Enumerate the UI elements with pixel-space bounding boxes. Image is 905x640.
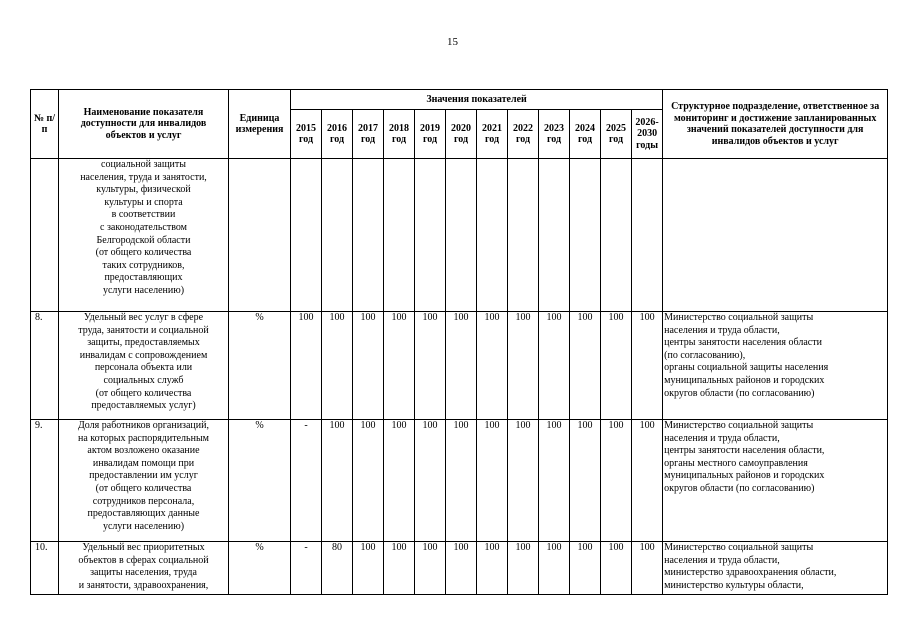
row-value-2023: 100 [539, 312, 570, 420]
indicator-name-line: таких сотрудников, [102, 259, 185, 271]
row-value-2018: 100 [384, 542, 415, 595]
indicator-name-line: культуры и спорта [104, 196, 183, 208]
row-value-2015: - [291, 420, 322, 542]
header-year-value: 2019 [420, 122, 440, 134]
table-body [31, 159, 888, 595]
indicator-name-line: с законодательством [100, 221, 187, 233]
responsible-line: министерство культуры области, [664, 579, 804, 591]
header-indicator: Наименование показателя доступности для инвалидов объектов и услуг [59, 90, 229, 159]
row-value-2019: 100 [415, 420, 446, 542]
responsible-line: центры занятости населения области, [664, 445, 825, 457]
row-value-2020 [446, 159, 477, 312]
indicator-name-line: (от общего количества [95, 247, 192, 259]
row-value-2020: 100 [446, 420, 477, 542]
row-value-2025: 100 [601, 420, 632, 542]
row-value-2026-2030: 100 [632, 312, 663, 420]
indicator-name-line: культуры, физической [96, 184, 191, 196]
row-value-2026-2030: 100 [632, 420, 663, 542]
responsible-line: Министерство социальной защиты [664, 312, 814, 323]
responsible-line: (по согласованию), [664, 349, 746, 361]
indicator-name-line: услуги населению) [102, 520, 185, 532]
row-value-2020: 100 [446, 542, 477, 595]
header-year-value: 2022 [513, 122, 533, 134]
row-value-2018: 100 [384, 312, 415, 420]
indicator-name-line: Белгородской области [96, 234, 191, 246]
header-year-value: 2023 [544, 122, 564, 134]
row-responsible [663, 312, 888, 420]
row-value-2017: 100 [353, 312, 384, 420]
row-value-2022: 100 [508, 420, 539, 542]
indicator-name-line: сотрудников персонала, [92, 495, 195, 507]
indicator-name-line: Удельный вес услуг в сфере [83, 312, 204, 323]
row-value-2017: 100 [353, 420, 384, 542]
row-value-2020: 100 [446, 312, 477, 420]
table-row [31, 312, 888, 420]
indicators-table [30, 89, 888, 595]
header-year-suffix: год [546, 134, 562, 145]
indicator-name-line: объектов в сферах социальной [78, 554, 209, 566]
header-year-suffix: год [391, 134, 407, 145]
row-unit: % [229, 420, 291, 542]
header-year [508, 110, 539, 159]
header-values-group: Значения показателей [291, 90, 663, 110]
row-unit [229, 159, 291, 312]
row-indicator-name [59, 542, 229, 595]
row-value-2016: 80 [322, 542, 353, 595]
table-row [31, 542, 888, 595]
row-value-2022: 100 [508, 542, 539, 595]
row-value-2024 [570, 159, 601, 312]
row-value-2024: 100 [570, 312, 601, 420]
row-value-2015 [291, 159, 322, 312]
indicator-name-line: предоставлении им услуг [89, 470, 198, 482]
responsible-line: органы местного самоуправления [664, 457, 808, 469]
row-value-2021: 100 [477, 420, 508, 542]
indicator-name-line: труда, занятости и социальной [78, 324, 209, 336]
indicator-name-line: населения, труда и занятости, [80, 171, 207, 183]
header-year [415, 110, 446, 159]
header-year-suffix: годы [636, 139, 658, 151]
header-year-value: 2015 [296, 122, 316, 134]
header-year-suffix: год [422, 134, 438, 145]
responsible-line: министерство здравоохранения области, [664, 567, 837, 579]
row-value-2023: 100 [539, 420, 570, 542]
responsible-line: округов области (по согласованию) [664, 482, 815, 494]
indicator-name-line: инвалидам помощи при [92, 457, 195, 469]
header-year-suffix: год [608, 134, 624, 145]
row-value-2018 [384, 159, 415, 312]
header-year [446, 110, 477, 159]
header-year-suffix: год [360, 134, 376, 145]
indicator-name-line: персонала объекта или [94, 362, 193, 374]
header-year-suffix: год [577, 134, 593, 145]
row-value-2016: 100 [322, 420, 353, 542]
indicator-name-line: инвалидам с сопровождением [79, 349, 208, 361]
row-number: 9. [31, 420, 59, 542]
responsible-line: населения и труда области, [664, 554, 780, 566]
header-year-value: 2020 [451, 122, 471, 134]
header-year [384, 110, 415, 159]
header-year-value: 2025 [606, 122, 626, 134]
row-value-2018: 100 [384, 420, 415, 542]
indicator-name-line: и занятости, здравоохранения, [78, 579, 209, 591]
header-year-value: 2016 [327, 122, 347, 134]
row-value-2026-2030 [632, 159, 663, 312]
row-value-2023 [539, 159, 570, 312]
header-unit: Единица измерения [229, 90, 291, 159]
row-value-2019: 100 [415, 312, 446, 420]
responsible-line: населения и труда области, [664, 432, 780, 444]
row-indicator-name [59, 312, 229, 420]
row-value-2019 [415, 159, 446, 312]
row-number [31, 159, 59, 312]
page-number: 15 [447, 36, 458, 48]
header-year-suffix: год [329, 134, 345, 145]
header-year [322, 110, 353, 159]
header-year [601, 110, 632, 159]
row-value-2021: 100 [477, 312, 508, 420]
header-year [632, 110, 663, 159]
responsible-line: муниципальных районов и городских [664, 470, 825, 482]
table-row [31, 420, 888, 542]
indicator-name-line: предоставляющих данные [87, 508, 200, 520]
row-value-2025: 100 [601, 542, 632, 595]
responsible-line: Министерство социальной защиты [664, 542, 814, 553]
header-year-suffix: год [515, 134, 531, 145]
header-year-value: 2021 [482, 122, 502, 134]
row-value-2019: 100 [415, 542, 446, 595]
row-responsible [663, 159, 888, 312]
indicator-name-line: защиты населения, труда [90, 567, 197, 579]
header-year-suffix: год [298, 134, 314, 145]
header-year [477, 110, 508, 159]
row-indicator-name [59, 420, 229, 542]
row-value-2017 [353, 159, 384, 312]
row-value-2021 [477, 159, 508, 312]
table-header [31, 90, 888, 159]
indicator-name-line: предоставляющих [104, 272, 183, 284]
indicator-name-line: услуги населению) [102, 284, 185, 296]
indicator-name-line: актом возложено оказание [87, 445, 200, 457]
header-year [353, 110, 384, 159]
row-value-2025: 100 [601, 312, 632, 420]
header-year-suffix: год [453, 134, 469, 145]
row-responsible [663, 542, 888, 595]
row-value-2024: 100 [570, 420, 601, 542]
header-year [570, 110, 601, 159]
responsible-line: округов области (по согласованию) [664, 387, 815, 399]
responsible-line: центры занятости населения области [664, 337, 822, 349]
row-value-2022 [508, 159, 539, 312]
header-year-value: 2018 [389, 122, 409, 134]
indicator-name-line: Удельный вес приоритетных [82, 542, 205, 553]
header-number: № п/п [31, 90, 59, 159]
responsible-line: муниципальных районов и городских [664, 374, 825, 386]
indicator-name-line: Доля работников организаций, [77, 420, 209, 431]
row-unit: % [229, 312, 291, 420]
header-year [539, 110, 570, 159]
header-year-value: 2024 [575, 122, 595, 134]
header-year [291, 110, 322, 159]
indicator-name-line: социальной защиты [101, 159, 186, 170]
table-row [31, 159, 888, 312]
row-value-2025 [601, 159, 632, 312]
responsible-line: Министерство социальной защиты [664, 420, 814, 431]
indicator-name-line: защиты, предоставляемых [87, 337, 200, 349]
row-value-2015: 100 [291, 312, 322, 420]
indicator-name-line: социальных служб [103, 374, 184, 386]
row-unit: % [229, 542, 291, 595]
row-value-2015: - [291, 542, 322, 595]
header-year-suffix: год [484, 134, 500, 145]
row-value-2016 [322, 159, 353, 312]
indicator-name-line: в соответствии [111, 209, 176, 221]
row-indicator-name [59, 159, 229, 312]
row-value-2024: 100 [570, 542, 601, 595]
row-value-2026-2030: 100 [632, 542, 663, 595]
header-year-value: 2026- 2030 [635, 116, 659, 140]
row-responsible [663, 420, 888, 542]
row-value-2017: 100 [353, 542, 384, 595]
indicator-name-line: (от общего количества [95, 387, 192, 399]
row-number: 8. [31, 312, 59, 420]
responsible-line: органы социальной защиты населения [664, 362, 829, 374]
header-year-value: 2017 [358, 122, 378, 134]
indicator-name-line: на которых распорядительным [78, 432, 209, 444]
responsible-line: населения и труда области, [664, 324, 780, 336]
row-value-2016: 100 [322, 312, 353, 420]
header-responsible: Структурное подразделение, ответственное за мониторинг и достижение запланированных значений показателей доступности для инвалидов объектов и услуг [663, 90, 888, 159]
indicator-name-line: предоставляемых услуг) [91, 400, 196, 412]
row-value-2021: 100 [477, 542, 508, 595]
row-value-2023: 100 [539, 542, 570, 595]
indicator-name-line: (от общего количества [95, 482, 192, 494]
row-value-2022: 100 [508, 312, 539, 420]
row-number: 10. [31, 542, 59, 595]
